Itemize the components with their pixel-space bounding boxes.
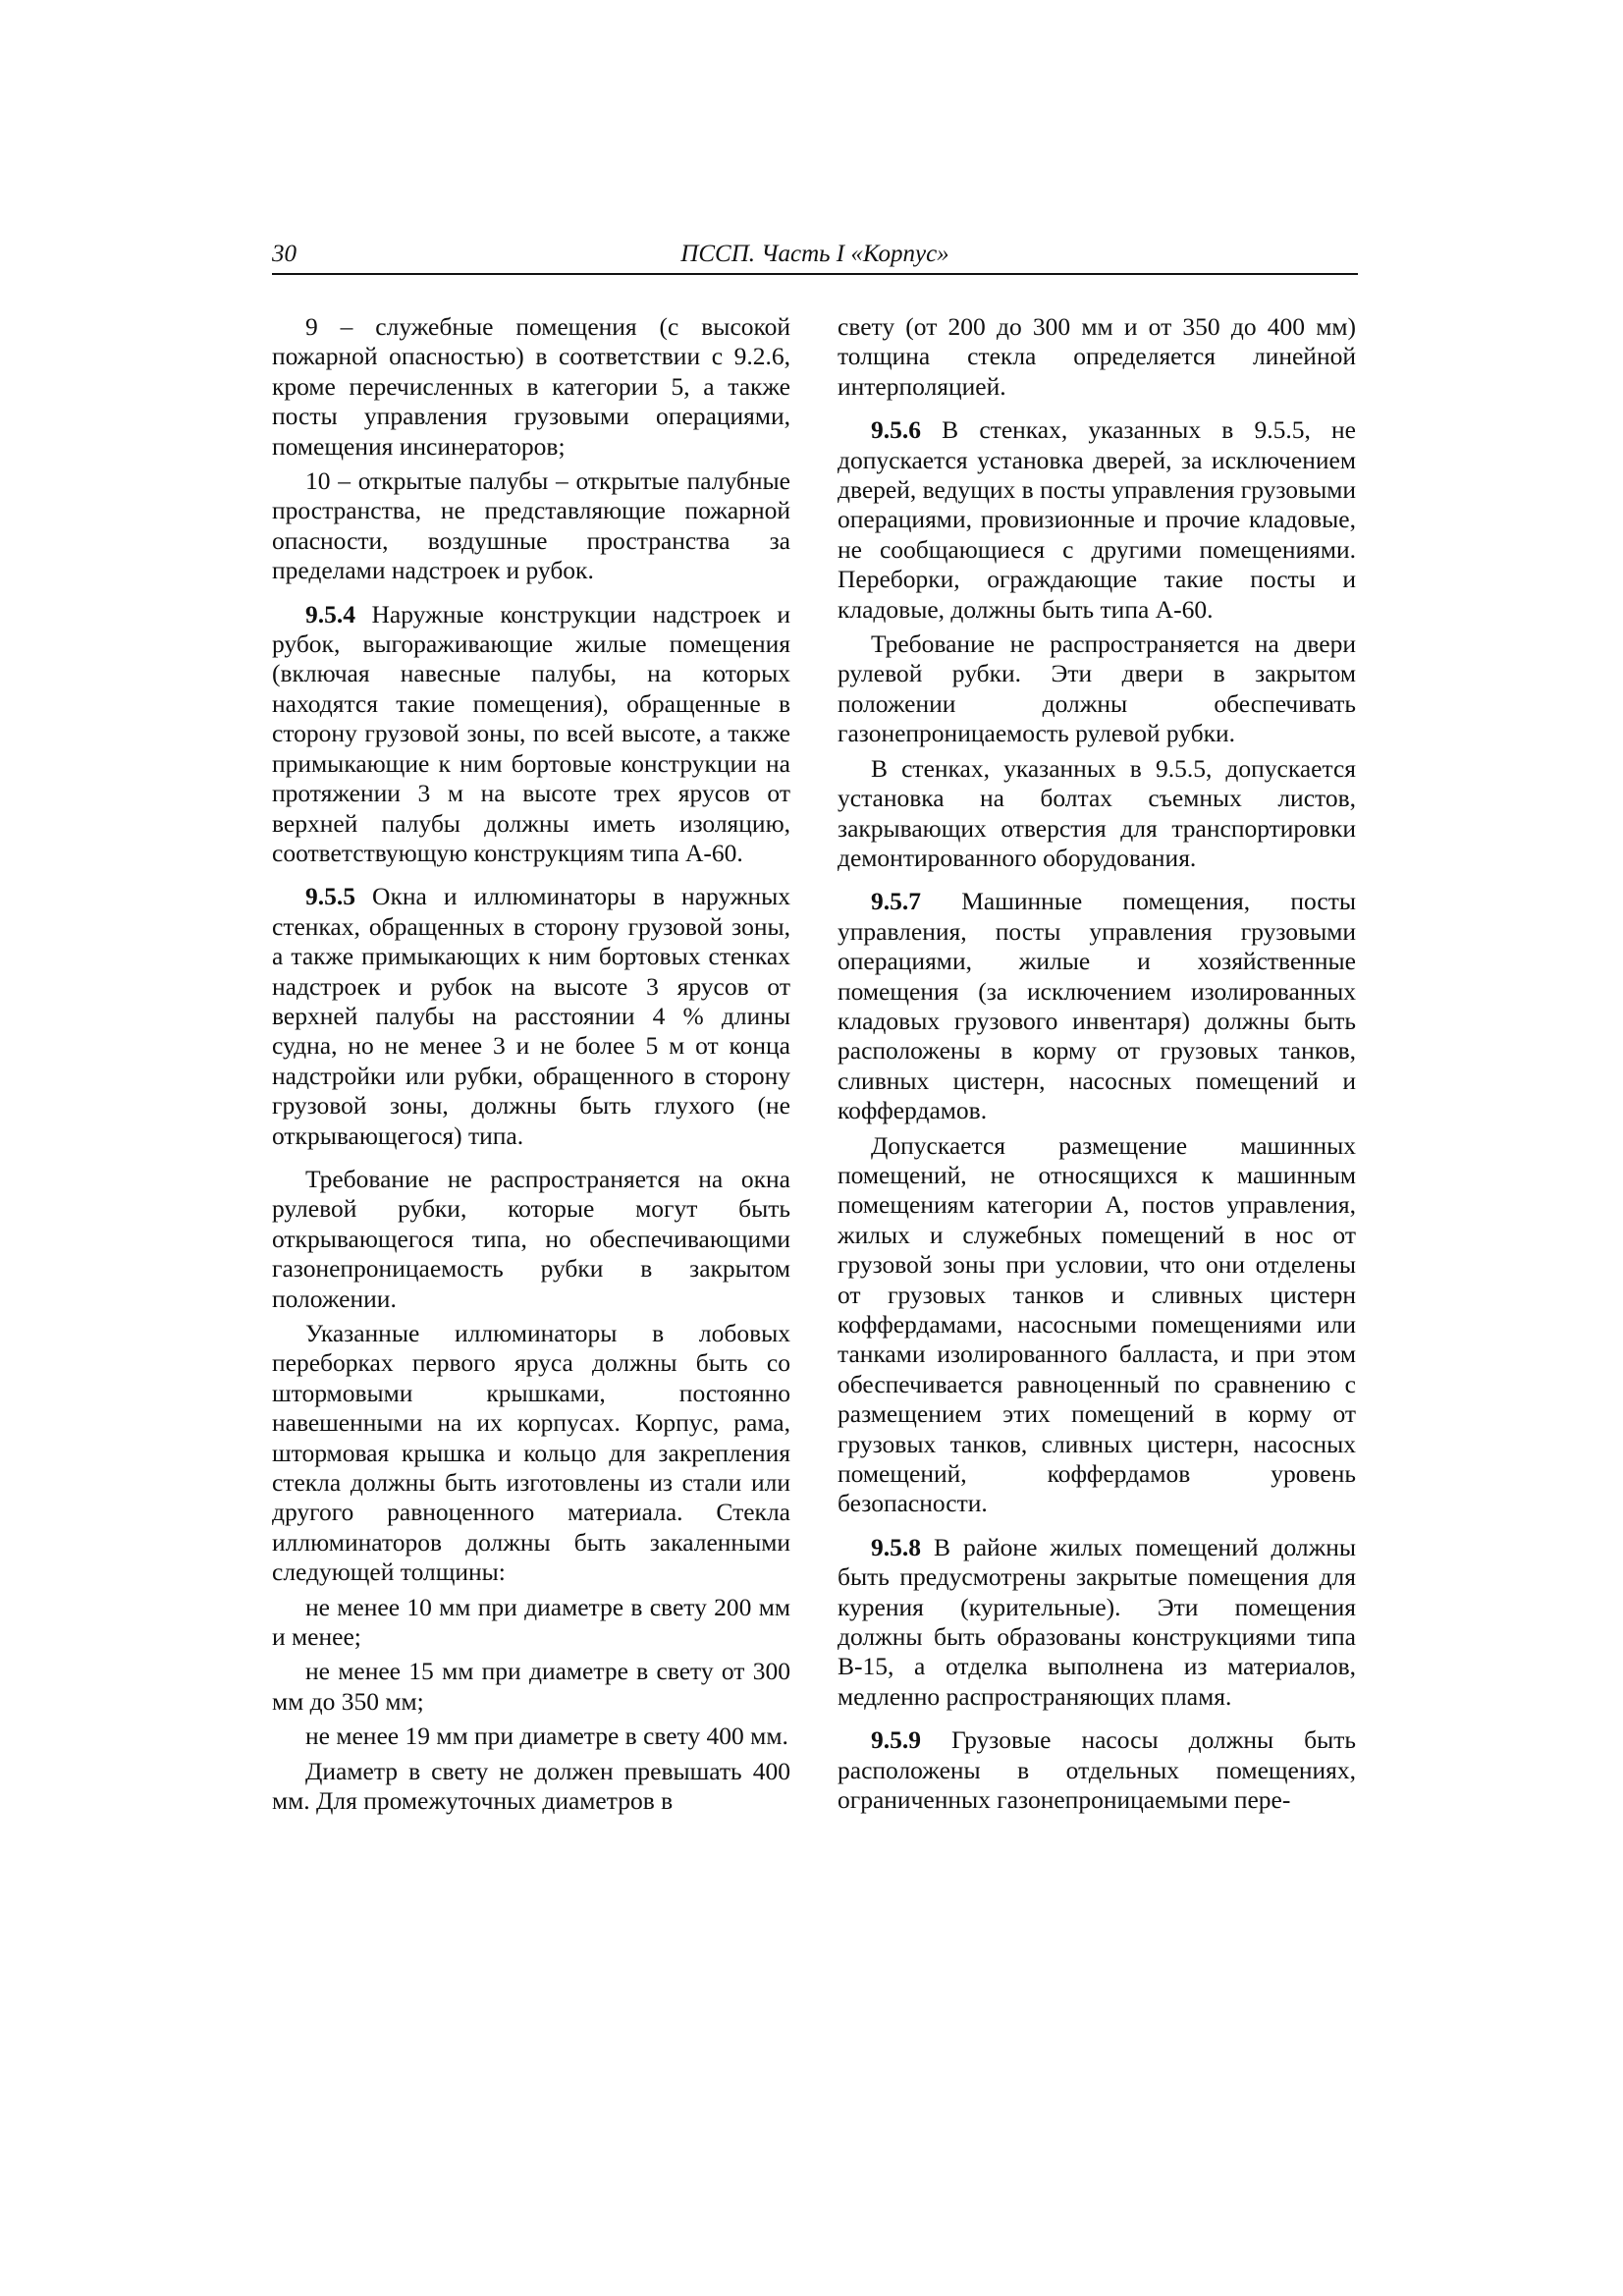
left-column — [272, 312, 790, 1817]
section-number: 9.5.7 — [871, 887, 921, 916]
paragraph: свету (от 200 до 300 мм и от 350 до 400 мм) толщина стекла определяется линейной интерполяцией. — [838, 312, 1356, 401]
section-number: 9.5.8 — [871, 1532, 921, 1561]
list-item: не менее 15 мм при диаметре в свету от 300 мм до 350 мм; — [272, 1657, 790, 1716]
paragraph: Допускается размещение машинных помещений, не относящихся к машинным помещениям категории А, постов управления, жилых и служебных помещений в нос от грузовой зоны при условии, что они отделены от грузовых танков и сливных цистерн коффердамами, насосными помещениями или танками изолированного балласта, и при этом обеспечивается равноценный по сравнению с размещением этих помещений в корму от грузовых танков, сливных цистерн, насосных помещений, коффердамов уровень безопасности. — [838, 1130, 1356, 1518]
section-number: 9.5.9 — [871, 1725, 921, 1755]
section-text: В стенках, указанных в 9.5.5, не допускается установка дверей, за исключением дверей, ведущих в посты управления грузовыми операциями, провизионные и прочие кладовые, не сообщающиеся с другими помещениями. Переборки, ограждающие такие посты и кладовые, должны быть типа А-60. — [838, 415, 1356, 624]
section-9-5-4 — [272, 600, 790, 869]
list-item: не менее 19 мм при диаметре в свету 400 мм. — [305, 1722, 788, 1751]
right-column — [838, 312, 1356, 1816]
section-number: 9.5.4 — [305, 599, 355, 629]
page-number: 30 — [272, 241, 297, 267]
paragraph: 9 – служебные помещения (с высокой пожарной опасностью) в соответствии с 9.2.6, кроме перечисленных в категории 5, а также посты управления грузовыми операциями, помещения инсинераторов; — [272, 312, 790, 461]
paragraph: В стенках, указанных в 9.5.5, допускается установка на болтах съемных листов, закрывающих отверстия для транспортировки демонтированного оборудования. — [838, 753, 1356, 872]
section-text: Грузовые насосы должны быть расположены в отдельных помещениях, ограниченных газонепроницаемыми пере- — [838, 1725, 1356, 1815]
section-9-5-6 — [838, 415, 1356, 625]
paragraph: Указанные иллюминаторы в лобовых переборках первого яруса должны быть со штормовыми крышками, постоянно навешенными на их корпусах. Корпус, рама, штормовая крышка и кольцо для закрепления стекла должны быть изготовлены из стали или другого равноценного материала. Стекла иллюминаторов должны быть закаленными следующей толщины: — [272, 1319, 790, 1587]
running-header — [272, 240, 1358, 275]
section-9-5-7 — [838, 887, 1356, 1125]
section-text: Машинные помещения, посты управления, посты управления грузовыми операциями, жилые и хозяйственные помещения (за исключением изолированных кладовых грузового инвентаря) должны быть расположены в корму от грузовых танков, сливных цистерн, насосных помещений и коффердамов. — [838, 887, 1356, 1125]
section-text: Наружные конструкции надстроек и рубок, выгораживающие жилые помещения (включая навесные палубы, на которых находятся такие помещения), обращенные в сторону грузовой зоны, по всей высоте, а также примыкающие к ним бортовые конструкции на протяжении 3 м на высоте трех ярусов от верхней палубы должны иметь изоляцию, соответствующую конструкциям типа А-60. — [272, 599, 790, 867]
header-title: ПССП. Часть I «Корпус» — [680, 241, 949, 267]
paragraph: Диаметр в свету не должен превышать 400 мм. Для промежуточных диаметров в — [272, 1756, 790, 1816]
list-item: не менее 10 мм при диаметре в свету 200 мм и менее; — [272, 1592, 790, 1652]
paragraph: Требование не распространяется на окна рулевой рубки, которые могут быть открывающегося типа, но обеспечивающими газонепроницаемость рубки в закрытом положении. — [272, 1164, 790, 1313]
section-number: 9.5.5 — [305, 882, 355, 911]
section-9-5-9 — [838, 1725, 1356, 1815]
section-9-5-8 — [838, 1533, 1356, 1712]
section-9-5-5 — [272, 882, 790, 1151]
section-number: 9.5.6 — [871, 415, 921, 445]
section-text: Окна и иллюминаторы в наружных стенках, обращенных в сторону грузовой зоны, а также примыкающих к ним бортовых стенках надстроек и рубок на высоте 3 ярусов от верхней палубы на расстоянии 4 % длины судна, но не менее 3 и не более 5 м от конца надстройки или рубки, обращенного в сторону грузовой зоны, должны быть глухого (не открывающегося) типа. — [272, 882, 790, 1150]
section-text: В районе жилых помещений должны быть предусмотрены закрытые помещения для курения (курительные). Эти помещения должны быть образованы конструкциями типа В-15, а отделка выполнена из материалов, медленно распространяющих пламя. — [838, 1532, 1356, 1711]
paragraph: Требование не распространяется на двери рулевой рубки. Эти двери в закрытом положении должны обеспечивать газонепроницаемость рулевой рубки. — [838, 629, 1356, 748]
paragraph: 10 – открытые палубы – открытые палубные пространства, не представляющие пожарной опасности, воздушные пространства за пределами надстроек и рубок. — [272, 466, 790, 585]
